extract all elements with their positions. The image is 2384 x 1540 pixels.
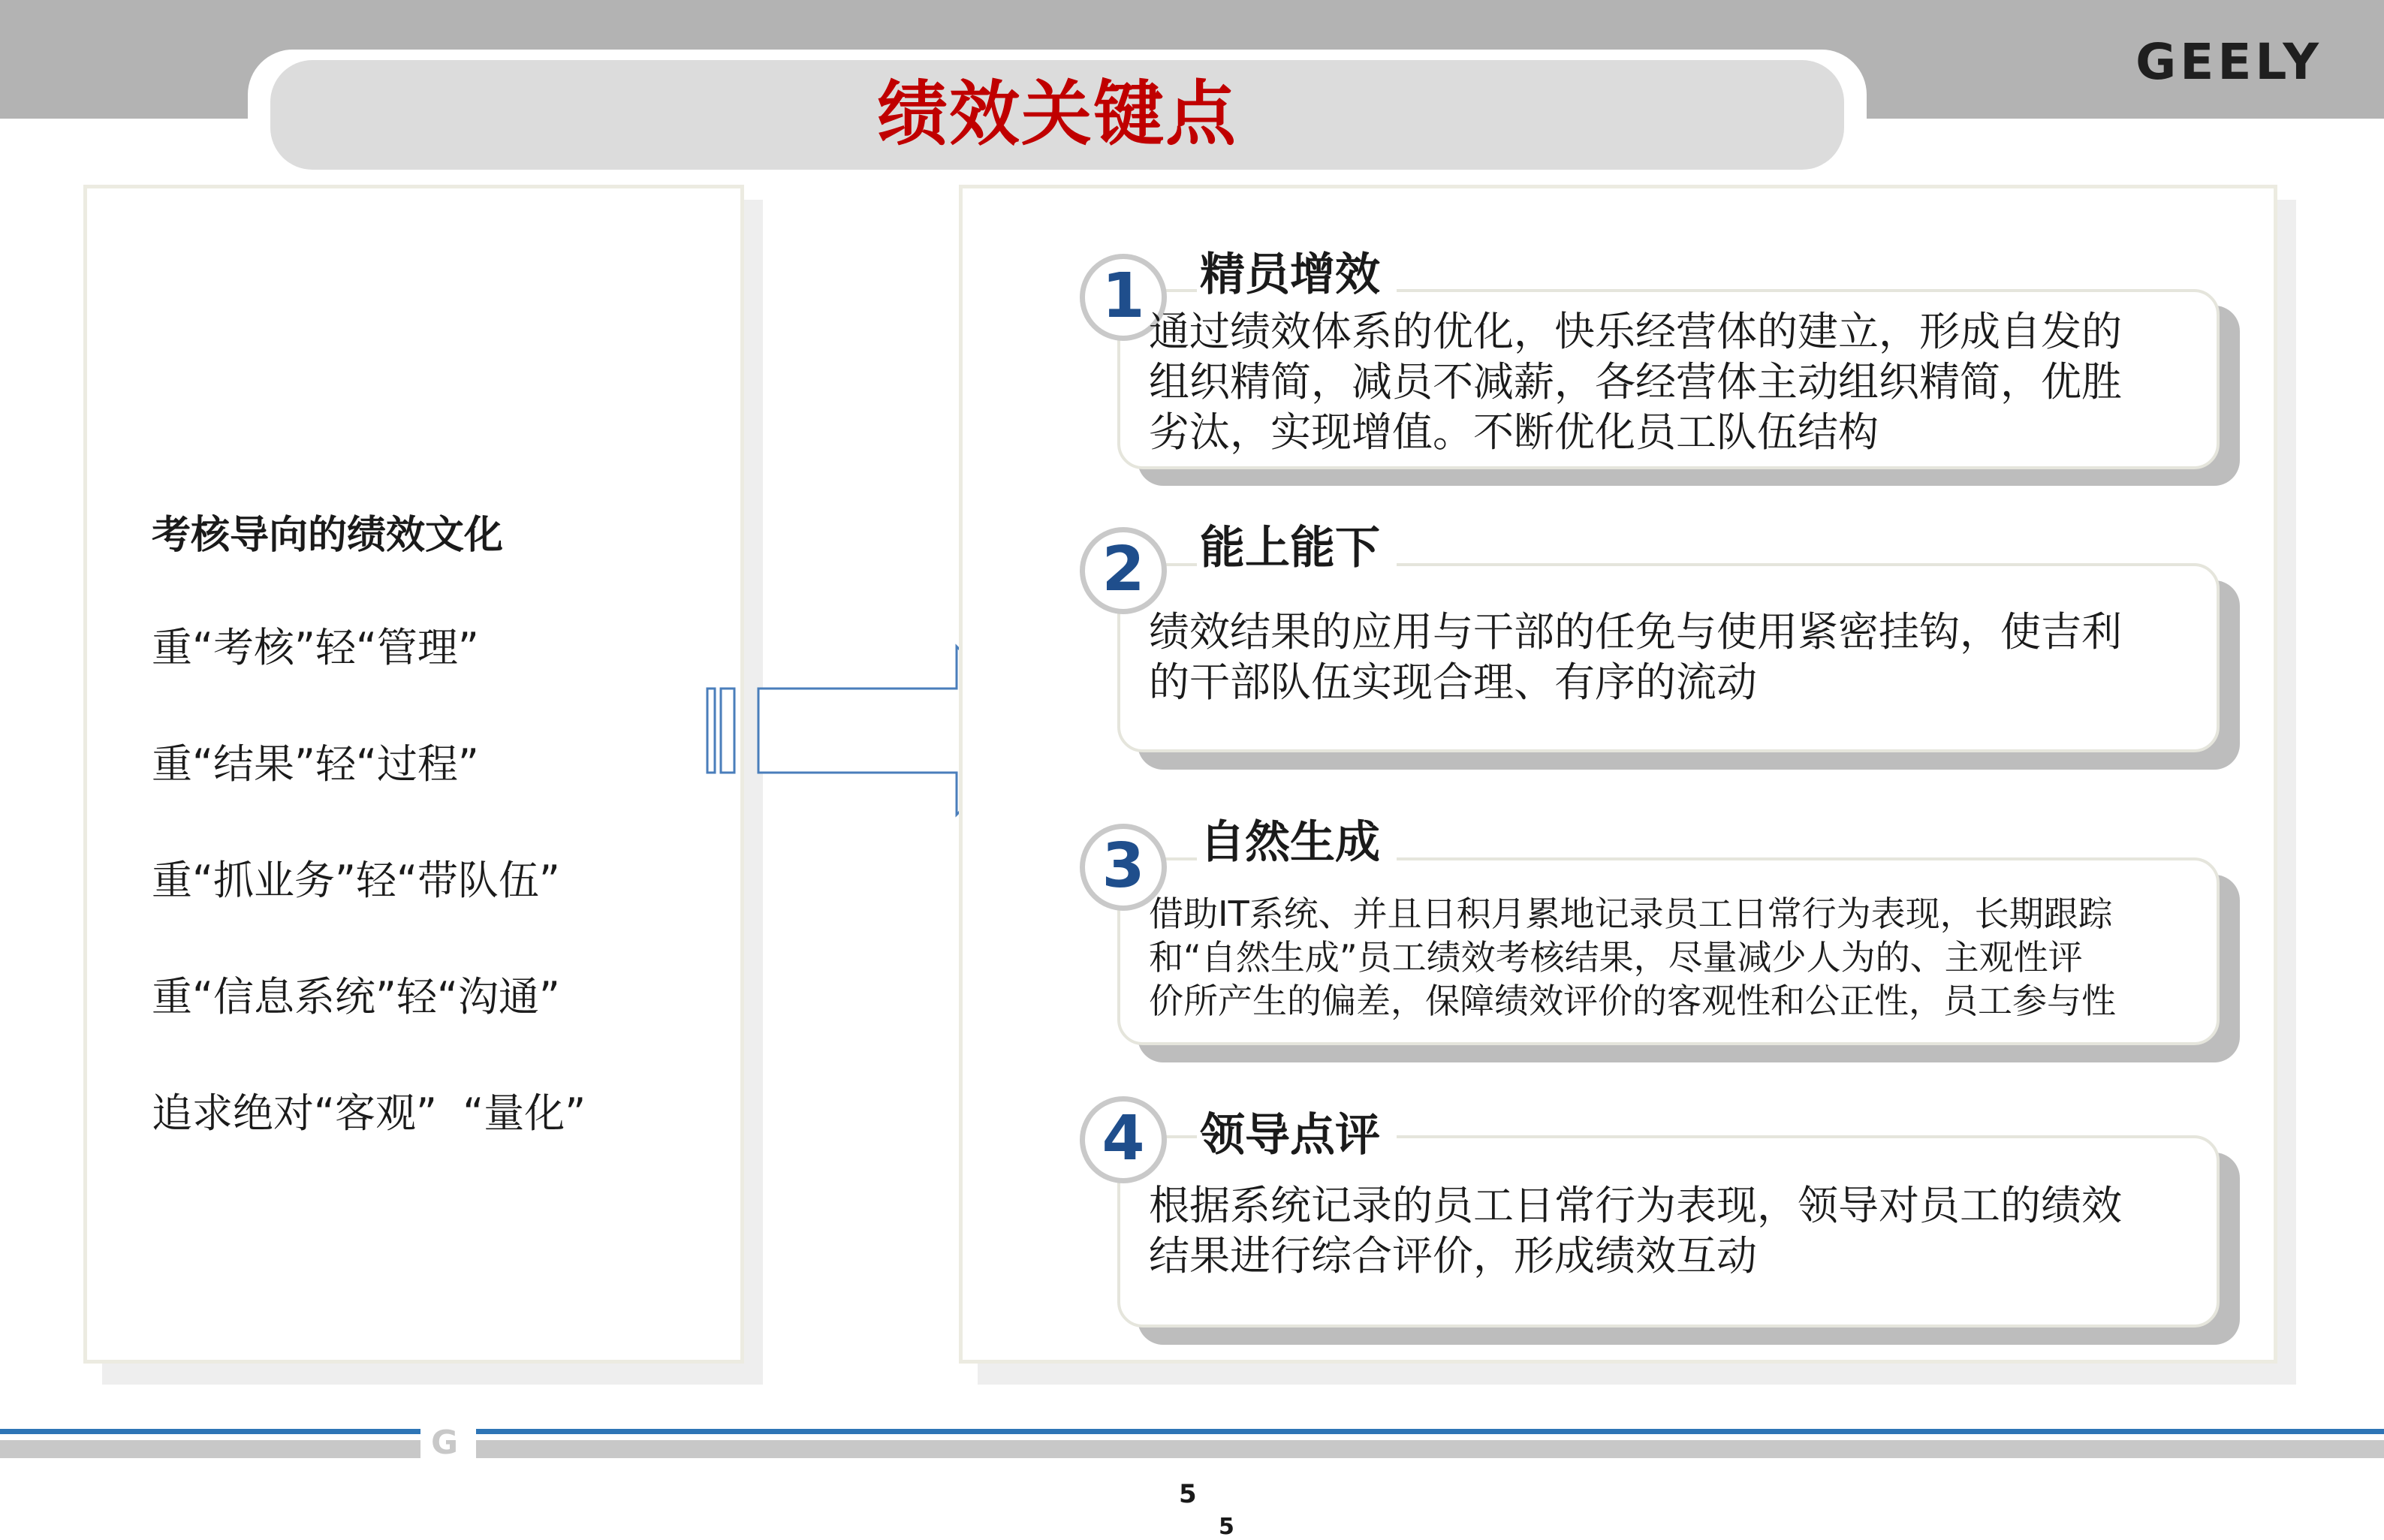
culture-item: 重“信息系统”轻“沟通” <box>152 973 560 1020</box>
geely-logo: GEELY <box>2135 33 2322 91</box>
card-title-3: 自然生成 <box>1197 812 1397 872</box>
number-badge-2: 2 <box>1080 527 1167 614</box>
number-badge-3: 3 <box>1080 824 1167 911</box>
card-body-2 <box>1149 607 2122 707</box>
culture-item: 追求绝对“客观” “量化” <box>152 1089 586 1137</box>
card-body-4 <box>1149 1180 2122 1281</box>
culture-item: 重“结果”轻“过程” <box>152 740 479 788</box>
culture-item: 重“考核”轻“管理” <box>152 624 479 671</box>
footer-blue-rule <box>0 1429 2384 1434</box>
number-badge-1: 1 <box>1080 254 1167 341</box>
card-body-line: 通过绩效体系的优化，快乐经营体的建立，形成自发的 <box>1149 308 2122 355</box>
card-body-3 <box>1149 892 2116 1023</box>
card-body-line: 组织精简，减员不减薪，各经营体主动组织精简，优胜 <box>1149 358 2122 405</box>
card-body-line: 绩效结果的应用与干部的任免与使用紧密挂钩，使吉利 <box>1149 608 2122 655</box>
slide-title: 绩效关键点 <box>876 74 1237 155</box>
card-body-line: 价所产生的偏差，保障绩效评价的客观性和公正性，员工参与性 <box>1149 981 2116 1021</box>
number-badge-4: 4 <box>1080 1096 1167 1183</box>
left-heading: 考核导向的绩效文化 <box>152 513 504 558</box>
footer-logo-letter: G <box>431 1424 459 1462</box>
page-number: 5 <box>1179 1479 1197 1509</box>
card-title-4: 领导点评 <box>1197 1105 1397 1165</box>
card-body-line: 结果进行综合评价，形成绩效互动 <box>1149 1232 1757 1279</box>
footer-logo-mark <box>420 1424 476 1463</box>
card-title-2: 能上能下 <box>1197 518 1397 578</box>
card-body-line: 劣汰，实现增值。不断优化员工队伍结构 <box>1149 408 1879 456</box>
card-title-1: 精员增效 <box>1197 245 1397 305</box>
card-body-line: 借助IT系统、并且日积月累地记录员工日常行为表现，长期跟踪 <box>1149 894 2113 934</box>
page-number-repeat: 5 <box>1219 1514 1234 1540</box>
card-body-line: 根据系统记录的员工日常行为表现，领导对员工的绩效 <box>1149 1182 2122 1229</box>
footer-gray-band <box>0 1440 2384 1458</box>
card-body-line: 和“自然生成”员工绩效考核结果，尽量减少人为的、主观性评 <box>1149 937 2083 978</box>
card-body-1 <box>1149 306 2122 457</box>
card-body-line: 的干部队伍实现合理、有序的流动 <box>1149 658 1757 706</box>
culture-item: 重“抓业务”轻“带队伍” <box>152 857 560 904</box>
